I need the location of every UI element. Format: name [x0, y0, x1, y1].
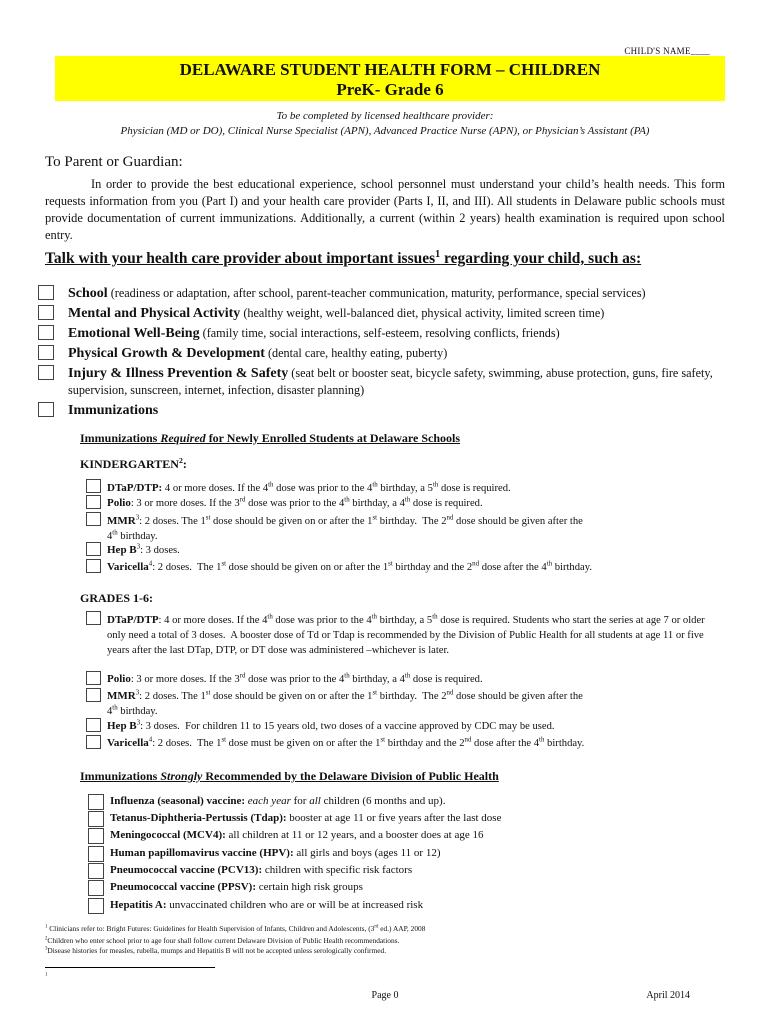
checkbox-influenza[interactable] [88, 794, 104, 810]
checkbox-k-polio[interactable] [86, 495, 101, 509]
form-title: DELAWARE STUDENT HEALTH FORM – CHILDREN [179, 60, 601, 79]
issue-immunizations: Immunizations [68, 403, 159, 418]
k-hepb: Hep $B^3$: 3 doses. [107, 543, 180, 556]
intro-paragraph: In order to provide the best educational experience, school personnel must understand your child’s health needs. This form requests information from you (Part I) and your health care provider (Parts I, II, and III). All students in Delaware public schools must provide documentation of current immunizations. Additionally, a current (within 2 years) health examination is required upon school entry. [45, 177, 725, 242]
rec-influenza: Influenza (seasonal) vaccine: each year for all children (6 months and up). [110, 795, 446, 807]
page-number: Page 0 [371, 990, 399, 1001]
checkbox-mcv4[interactable] [88, 828, 104, 844]
checkbox-emotional[interactable] [38, 325, 54, 340]
checkbox-g-polio[interactable] [86, 671, 101, 685]
provider-list: Physician (MD or DO), Clinical Nurse Specialist (APN), Advanced Practice Nurse (APN), or Physician’s Assistant (PA) [120, 125, 650, 137]
checkbox-g-varicella[interactable] [86, 735, 101, 749]
checkbox-k-dtap[interactable] [86, 479, 101, 493]
g-varicella: Varicella$^4$: 2 doses. The 1st dose must be given on or after the 1st birthday and the 2nd dose after the 4th birthday. [107, 736, 585, 749]
k-dtap: DTaP/DTP: 4 or more doses. If the 4th dose was prior to the 4th birthday, a 5th dose is required. [107, 481, 511, 494]
issue-school: School (readiness or adaptation, after school, parent-teacher communication, maturity, performance, special services) [68, 286, 646, 301]
rec-hpv: Human papillomavirus vaccine (HPV): all girls and boys (ages 11 or 12) [110, 847, 441, 859]
checkbox-immunizations[interactable] [38, 402, 54, 417]
rec-mcv4: Meningococcal (MCV4): all children at 11 or 12 years, and a booster does at age 16 [110, 829, 484, 841]
checkbox-k-mmr[interactable] [86, 512, 101, 526]
k-polio: Polio: 3 or more doses. If the 3rd dose was prior to the 4th birthday, a 4th dose is required. [107, 496, 483, 509]
g-hepb: Hep $B^3$: 3 doses. For children 11 to 15 years old, two doses of a vaccine approved by CDC may be used. [107, 719, 555, 732]
issue-emotional: Emotional Well-Being (family time, social interactions, self-esteem, resolving conflicts, friends) [68, 326, 560, 341]
footnote-2: $^2$Children who enter school prior to age four shall follow current Delaware Division of Public Health recommendations. [45, 936, 400, 945]
rec-pcv13: Pneumococcal vaccine (PCV13): children with specific risk factors [110, 864, 413, 876]
kindergarten-label: KINDERGARTEN$^2$: [80, 456, 187, 471]
checkbox-pcv13[interactable] [88, 863, 104, 879]
revision-date: April 2014 [646, 990, 690, 1001]
g-mmr: MMR$^3$: 2 doses. The 1st dose should be given on or after the 1st birthday. The 2nd dose should be given after the 4th birthday. [107, 689, 583, 717]
grades-label: GRADES 1-6: [80, 591, 154, 605]
childs-name-field[interactable]: CHILD'S NAME____ [624, 46, 710, 56]
footnote-1: $^1$ Clinicians refer to: Bright Futures: Guidelines for Health Supervision of Infants, Children and Adolescents, (3rd ed.) AAP, 2008 [45, 924, 426, 933]
k-varicella: Varicella$^4$: 2 doses. The 1st dose should be given on or after the 1st birthday and the 2nd dose after the 4th birthday. [107, 560, 592, 573]
checkbox-g-dtap[interactable] [86, 611, 101, 625]
checkbox-school[interactable] [38, 285, 54, 300]
issue-mental-physical: Mental and Physical Activity (healthy weight, well-balanced diet, physical activity, limited screen time) [68, 306, 605, 321]
checkbox-ppsv[interactable] [88, 880, 104, 896]
footnote-divider [45, 967, 215, 968]
rec-hepa: Hepatitis A: unvaccinated children who are or will be at increased risk [110, 899, 424, 911]
g-polio: Polio: 3 or more doses. If the 3rd dose was prior to the 4th birthday, a 4th dose is required. [107, 672, 483, 685]
issue-growth: Physical Growth & Development (dental care, healthy eating, puberty) [68, 346, 448, 361]
form-subtitle: PreK- Grade 6 [336, 80, 444, 99]
talk-heading: Talk with your health care provider about important issues$^1$ regarding your child, such as: [45, 248, 642, 267]
recommended-heading: Immunizations Strongly Recommended by the Delaware Division of Public Health [80, 769, 499, 783]
rec-ppsv: Pneumococcal vaccine (PPSV): certain high risk groups [110, 881, 363, 893]
checkbox-mental-physical[interactable] [38, 305, 54, 320]
checkbox-g-mmr[interactable] [86, 688, 101, 702]
issue-safety: Injury & Illness Prevention & Safety (seat belt or booster seat, bicycle safety, swimming, abuse protection, guns, fire safety, supervision, sunscreen, internet, infection, disaster planning) [68, 366, 713, 397]
checkbox-tdap[interactable] [88, 811, 104, 827]
title-banner [55, 56, 725, 101]
footnote-bottom: 1 [45, 972, 48, 978]
k-mmr: MMR$^3$: 2 doses. The 1st dose should be given on or after the 1st birthday. The 2nd dose should be given after the 4th birthday. [107, 514, 583, 542]
checkbox-growth[interactable] [38, 345, 54, 360]
checkbox-hpv[interactable] [88, 846, 104, 862]
checkbox-hepa[interactable] [88, 898, 104, 914]
checkbox-safety[interactable] [38, 365, 54, 380]
g-dtap: DTaP/DTP: 4 or more doses. If the 4th dose was prior to the 4th birthday, a 5th dose is required. Students who start the series at age 7 or older only need a total of 3 doses. A booster dose of Td or Tdap is recommended by the Division of Public Health for all students at age 11 or five years after the last DTap, DTP, or DT dose was administered –whichever is later. [107, 613, 705, 656]
completed-by-note: To be completed by licensed healthcare provider: [276, 110, 494, 122]
rec-tdap: Tetanus-Diphtheria-Pertussis (Tdap): booster at age 11 or five years after the last dose [110, 812, 502, 824]
checkbox-k-varicella[interactable] [86, 559, 101, 573]
footnote-3: $^3$Disease histories for measles, rubella, mumps and Hepatitis B will not be accepted unless serologically confirmed. [45, 946, 387, 955]
required-heading: Immunizations Required for Newly Enrolled Students at Delaware Schools [80, 431, 461, 445]
greeting: To Parent or Guardian: [45, 154, 183, 170]
checkbox-k-hepb[interactable] [86, 542, 101, 556]
checkbox-g-hepb[interactable] [86, 718, 101, 732]
